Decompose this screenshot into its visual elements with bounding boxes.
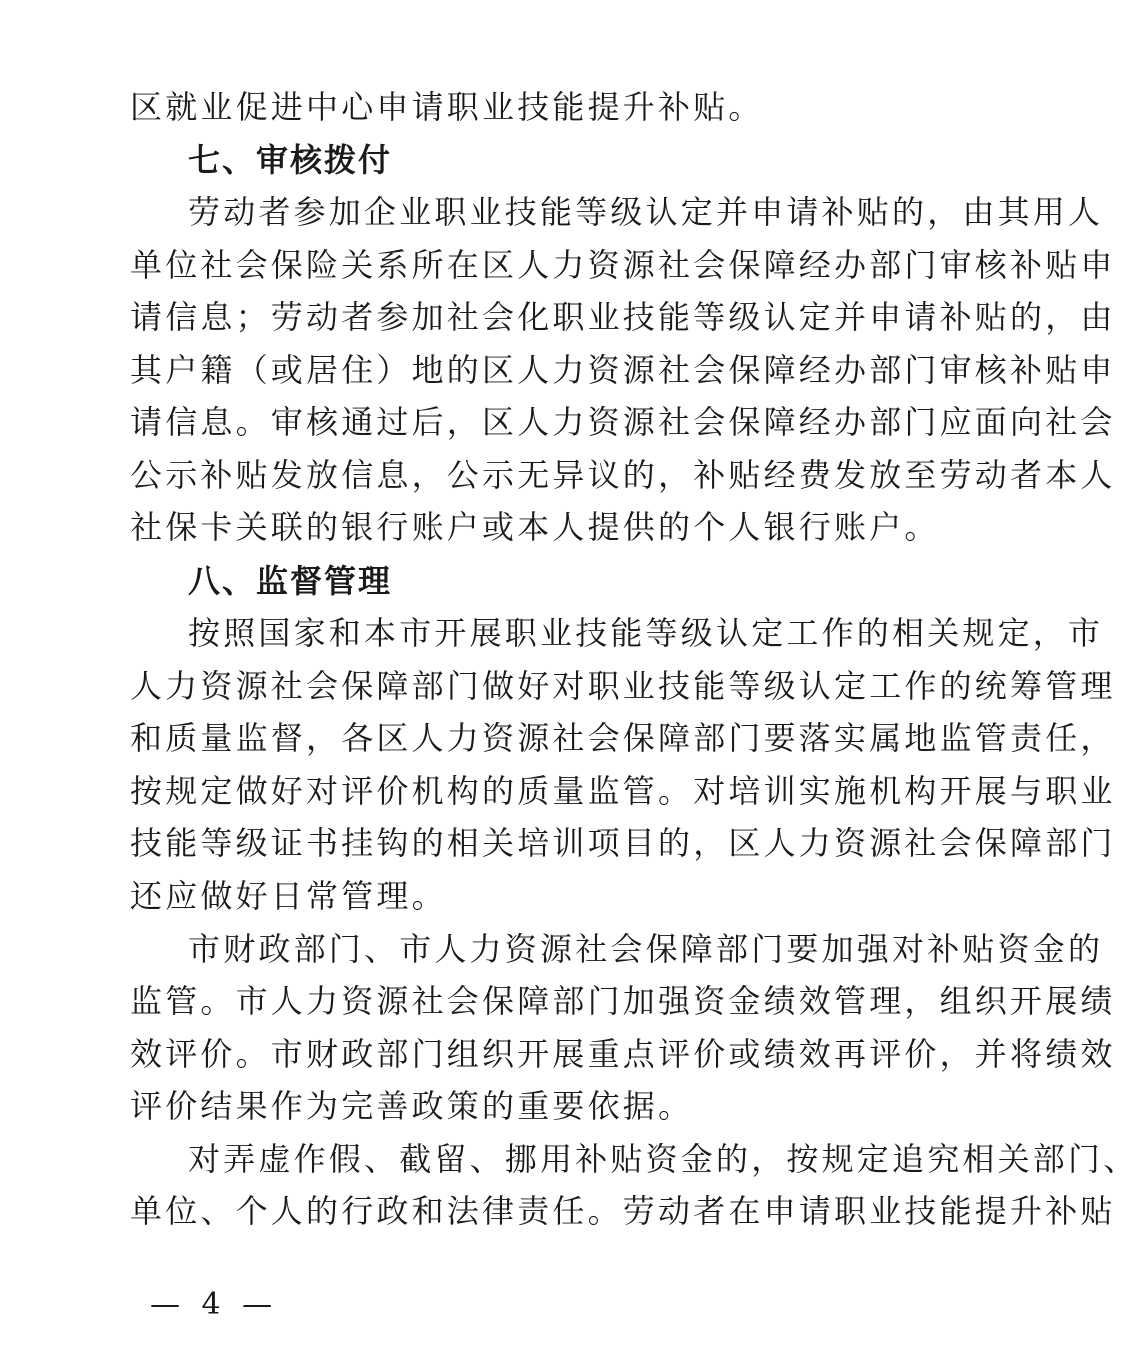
- page-number: — 4 —: [150, 1287, 279, 1322]
- section-7-heading: 七、审核拨付: [188, 141, 393, 179]
- section-8-p1-line-3: 和质量监督，各区人力资源社会保障部门要落实属地监管责任，: [130, 719, 1116, 757]
- section-7-p1-line-7: 社保卡关联的银行账户或本人提供的个人银行账户。: [130, 508, 940, 546]
- section-7-p1-line-3: 请信息；劳动者参加社会化职业技能等级认定并申请补贴的，由: [130, 298, 1116, 336]
- section-8-p1-line-2: 人力资源社会保障部门做好对职业技能等级认定工作的统筹管理: [130, 667, 1116, 705]
- section-7-p1-line-5: 请信息。审核通过后，区人力资源社会保障经办部门应面向社会: [130, 403, 1116, 441]
- section-8-p2-line-4: 评价结果作为完善政策的重要依据。: [130, 1087, 694, 1125]
- section-8-p3-line-2: 单位、个人的行政和法律责任。劳动者在申请职业技能提升补贴: [130, 1192, 1116, 1230]
- section-8-heading: 八、监督管理: [188, 562, 393, 600]
- section-7-p1-line-2: 单位社会保险关系所在区人力资源社会保障经办部门审核补贴申: [130, 246, 1116, 284]
- continuation-line: 区就业促进中心申请职业技能提升补贴。: [130, 88, 764, 126]
- section-7-p1-line-4: 其户籍（或居住）地的区人力资源社会保障经办部门审核补贴申: [130, 351, 1116, 389]
- section-8-p1-line-1: 按照国家和本市开展职业技能等级认定工作的相关规定，市: [188, 614, 1104, 652]
- section-8-p1-line-6: 还应做好日常管理。: [130, 877, 447, 915]
- section-7-p1-line-6: 公示补贴发放信息，公示无异议的，补贴经费发放至劳动者本人: [130, 456, 1116, 494]
- section-8-p1-line-4: 按规定做好对评价机构的质量监管。对培训实施机构开展与职业: [130, 772, 1116, 810]
- section-8-p2-line-1: 市财政部门、市人力资源社会保障部门要加强对补贴资金的: [188, 930, 1104, 968]
- section-8-p2-line-3: 效评价。市财政部门组织开展重点评价或绩效再评价，并将绩效: [130, 1035, 1116, 1073]
- section-8-p3-line-1: 对弄虚作假、截留、挪用补贴资金的，按规定追究相关部门、: [188, 1140, 1138, 1178]
- section-7-p1-line-1: 劳动者参加企业职业技能等级认定并申请补贴的，由其用人: [188, 193, 1104, 231]
- section-8-p1-line-5: 技能等级证书挂钩的相关培训项目的，区人力资源社会保障部门: [130, 824, 1116, 862]
- section-8-p2-line-2: 监管。市人力资源社会保障部门加强资金绩效管理，组织开展绩: [130, 982, 1116, 1020]
